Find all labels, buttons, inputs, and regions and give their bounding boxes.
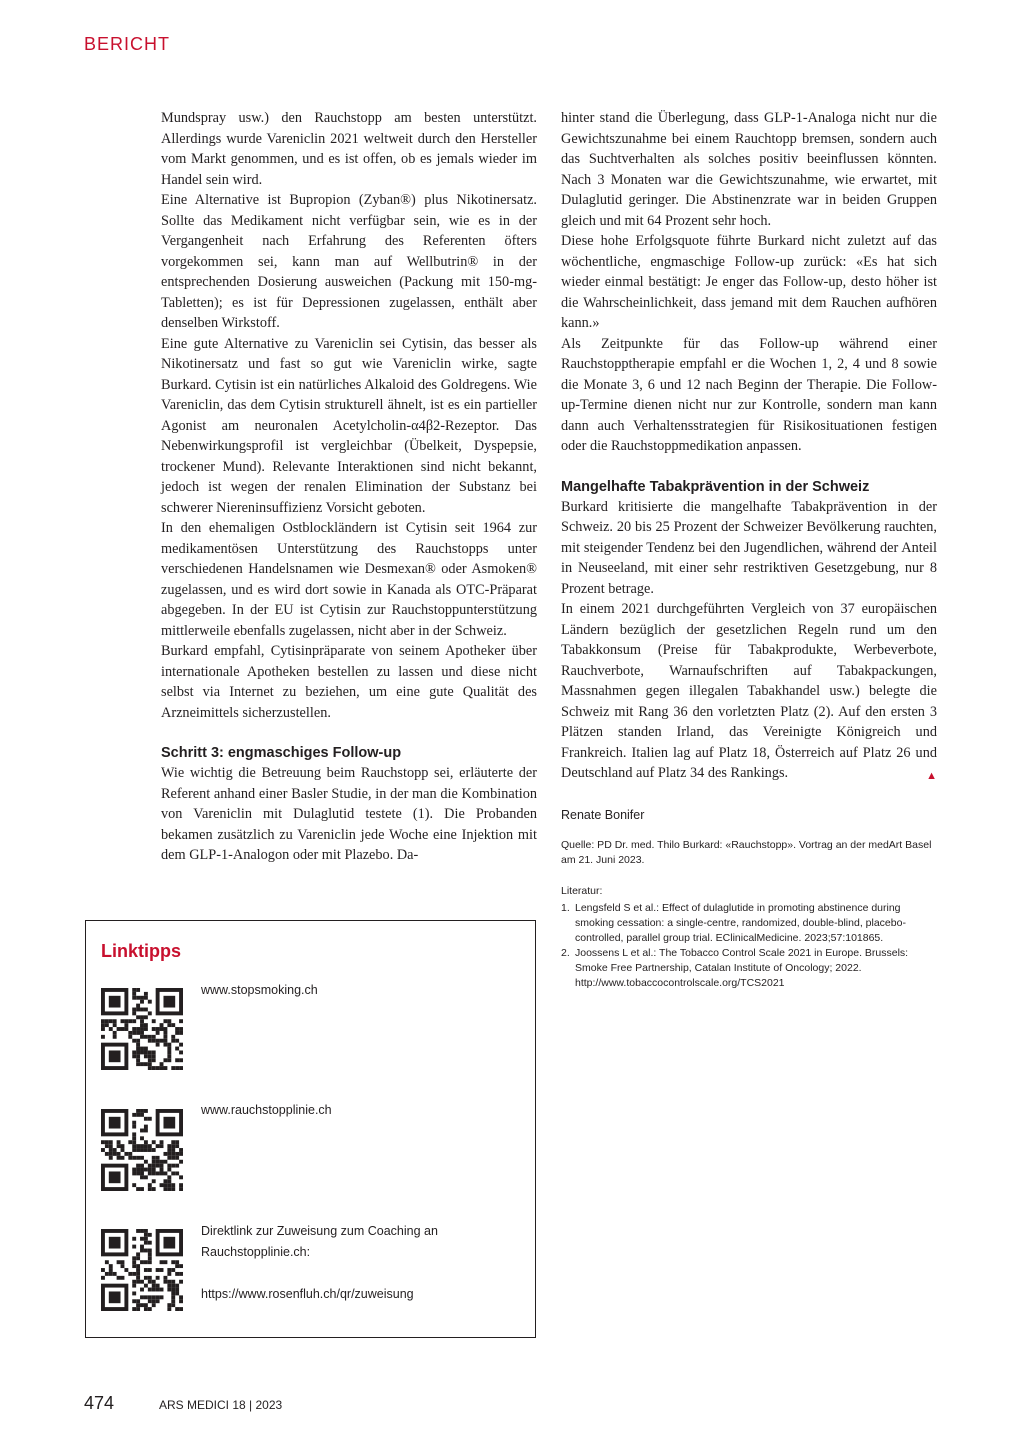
link-label: Direktlink zur Zuweisung zum Coaching an: [201, 1224, 438, 1238]
link-text[interactable]: [201, 1100, 332, 1121]
reference-item: [561, 901, 937, 946]
right-column: [561, 108, 937, 991]
end-triangle-icon: ▲: [926, 770, 937, 782]
reference-text: Lengsfeld S et al.: Effect of dulaglutide in promoting abstinence during smoking cessation: a single-centre, randomized, double-blind, placebo-controlled, parallel group trial. EClinicalMedicine. 2023;57:101865.: [575, 901, 906, 944]
literature-title: Literatur:: [561, 884, 603, 897]
paragraph: [561, 599, 937, 784]
journal-name: ARS MEDICI 18 | 2023: [159, 1398, 283, 1412]
link-url[interactable]: www.stopsmoking.ch: [201, 983, 318, 997]
paragraph-text: In einem 2021 durchgeführten Vergleich von 37 europäischen Ländern bezüglich der gesetzlichen Regeln rund um den Tabakkonsum (Preise für Tabakprodukte, Werbeverbote, Rauchverbote, Warnaufschriften auf Tabakpackungen, Massnahmen gegen illegalen Tabakhandel usw.) belegte die Schweiz mit Rang 36 den vorletzten Platz (2). Auf den ersten 3 Plätzen standen Irland, das Vereinigte Königreich und Frankreich. Italien lag auf Platz 18, Österreich auf Platz 26 und Deutschland auf Platz 34 des Rankings.: [561, 601, 937, 781]
paragraph: Wie wichtig die Betreuung beim Rauchstopp sei, erläuterte der Referent anhand einer Basler Studie, in der man die Kombination von Vareniclin mit Dulaglutid testete (1). Die Probanden bekamen zusätzlich zu Vareniclin jede Woche eine Injektion mit dem GLP-1-Analogon oder mit Plazebo. Da-: [161, 765, 537, 863]
page-number: 474: [84, 1393, 115, 1413]
reference-number: 2.: [561, 946, 570, 959]
paragraph: Diese hohe Erfolgsquote führte Burkard nicht zuletzt auf das wöchentliche, engmaschige Follow-up zurück: «Es hat sich wieder einmal bestätigt: Je enger das Follow-up, desto höher ist die Wahrscheinlichkeit, dass jemand mit dem Rauchen aufhören kann.»: [561, 233, 937, 331]
link-url[interactable]: www.rauchstopplinie.ch: [201, 1103, 332, 1117]
section-heading: Mangelhafte Tabakprävention in der Schweiz: [561, 478, 870, 495]
section-heading: Schritt 3: engmaschiges Follow-up: [161, 745, 402, 761]
paragraph: Als Zeitpunkte für das Follow-up während einer Rauchstopptherapie empfahl er die Wochen 1, 2, 4 und 8 sowie die Monate 3, 6 und 12 nach Beginn der Therapie. Die Follow-up-Termine dienen nicht nur zur Kontrolle, sondern man kann dann auch Verhaltensstrategien für Risikosituationen festigen oder die Rauchstoppmedikation anpassen.: [561, 335, 937, 454]
section-label: BERICHT: [84, 34, 171, 54]
link-text[interactable]: [201, 1221, 438, 1305]
link-label: Rauchstopplinie.ch:: [201, 1245, 311, 1259]
reference-item: [561, 946, 937, 991]
reference-list: [561, 901, 937, 991]
paragraph: Eine gute Alternative zu Vareniclin sei Cytisin, das besser als Nikotinersatz und fast so gut wie Vareniclin wirke, sagte Burkard. Cytisin ist ein natürliches Alkaloid des Goldregens. Wie Vareniclin, das dem Cytisin strukturell ähnelt, ist es ein partieller Agonist am neuronalen Acetylcholin-α4β2-Rezeptor. Das Nebenwirkungsprofil ist vergleichbar (Übelkeit, Dyspepsie, trockener Mund). Relevante Interaktionen sind nicht bekannt, jedoch ist wegen der renalen Elimination der Substanz bei schwerer Niereninsuffizienz Vorsicht geboten.: [161, 335, 537, 516]
linktipps-box: [85, 920, 536, 1338]
paragraph: Burkard kritisierte die mangelhafte Tabakprävention in der Schweiz. 20 bis 25 Prozent der Schweizer Bevölkerung rauchten, mit steigender Tendenz bei den Jugendlichen, während der Anteil in Neuseeland, mit einer sehr restriktiven Gesetzgebung, nur 8 Prozent betrage.: [561, 498, 937, 597]
paragraph: hinter stand die Überlegung, dass GLP-1-Analoga nicht nur die Gewichtszunahme bei einem Rauchtopp bremsen, sondern auch das Suchtverhalten als solches positiv beeinflussen könnten. Nach 3 Monaten war die Gewichtszunahme, wie erwartet, mit Dulaglutid geringer. Die Abstinenzrate war in beiden Gruppen gleich und mit 64 Prozent sehr hoch.: [561, 110, 937, 229]
left-column: [161, 108, 537, 866]
source-note: Quelle: PD Dr. med. Thilo Burkard: «Rauchstopp». Vortrag an der medArt Basel am 21. Juni 2023.: [561, 838, 932, 866]
qr-code-icon[interactable]: [101, 1109, 183, 1191]
link-url[interactable]: https://www.rosenfluh.ch/qr/zuweisung: [201, 1287, 414, 1301]
reference-number: 1.: [561, 901, 570, 914]
paragraph: Burkard empfahl, Cytisinpräparate von seinem Apotheker über internationale Apotheken bestellen zu lassen und diese nicht selbst via Internet zu beziehen, um eine gute Qualität des Arzneimittels sicherzustellen.: [161, 643, 537, 721]
paragraph: In den ehemaligen Ostblockländern ist Cytisin seit 1964 zur medikamentösen Unterstützung des Rauchstopps unter verschiedenen Handelsnamen wie Desmexan® oder Asmoken® zugelassen, und es wird dort sowie in Kanada als OTC-Präparat abgegeben. In der EU ist Cytisin zur Rauchstoppunterstützung mittlerweile ebenfalls zugelassen, nicht aber in der Schweiz.: [161, 520, 537, 639]
reference-text: Joossens L et al.: The Tobacco Control Scale 2021 in Europe. Brussels: Smoke Free Partnership, Catalan Institute of Oncology; 2022. http://www.tobaccocontrolscale.org/TCS2021: [575, 946, 909, 989]
linktipps-title: Linktipps: [101, 941, 181, 961]
paragraph: Mundspray usw.) den Rauchstopp am besten unterstützt. Allerdings wurde Vareniclin 2021 weltweit durch den Hersteller vom Markt genommen, und es ist offen, ob es jemals wieder im Handel sein wird.: [161, 110, 537, 188]
author: Renate Bonifer: [561, 807, 645, 822]
qr-code-icon[interactable]: [101, 1229, 183, 1311]
link-text[interactable]: [201, 980, 318, 1001]
paragraph: Eine Alternative ist Bupropion (Zyban®) plus Nikotinersatz. Sollte das Medikament nicht verfügbar sein, wie es in der Vergangenheit nach Erfahrung des Referenten öfters vorgekommen sei, kann man auf Wellbutrin® in der entsprechenden Dosierung ausweichen (Packung mit 150-mg-Tabletten); es ist für Depressionen zugelassen, enthält aber denselben Wirkstoff.: [161, 192, 537, 331]
qr-code-icon[interactable]: [101, 988, 183, 1070]
